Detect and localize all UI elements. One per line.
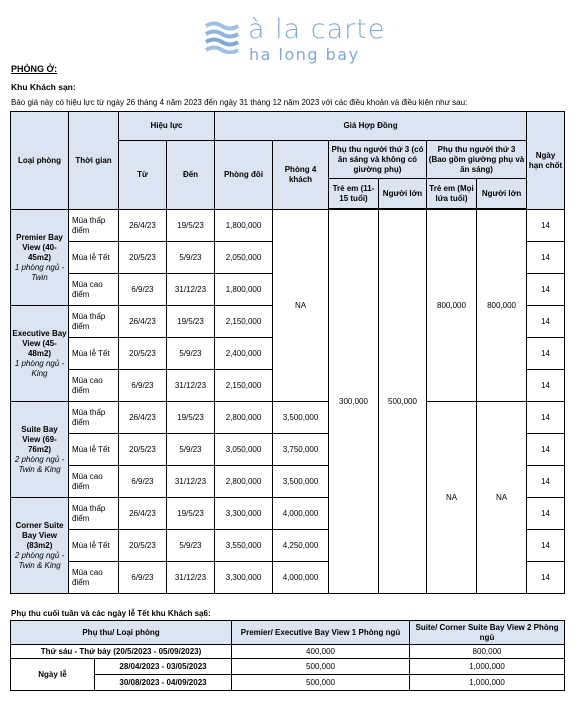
- header-child: Trẻ em (11-15 tuổi): [329, 179, 379, 209]
- bed-adult-price-cell: 800,000: [477, 210, 527, 402]
- to-cell: 31/12/23: [167, 466, 215, 498]
- holiday-dates: 30/08/2023 - 04/09/2023: [95, 675, 232, 691]
- double-cell: 2,800,000: [215, 466, 273, 498]
- double-cell: 2,400,000: [215, 338, 273, 370]
- season-cell: Mùa cao điểm: [69, 562, 119, 594]
- double-cell: 3,050,000: [215, 434, 273, 466]
- holiday-dates: 28/04/2023 - 03/05/2023: [95, 659, 232, 675]
- holiday-v1: 500,000: [232, 675, 410, 691]
- child-price-cell: 300,000: [329, 210, 379, 594]
- header-validity: Hiệu lực: [119, 112, 215, 141]
- to-cell: 5/9/23: [167, 434, 215, 466]
- header-period: Thời gian: [69, 112, 119, 210]
- to-cell: 31/12/23: [167, 370, 215, 402]
- holiday-v1: 500,000: [232, 659, 410, 675]
- double-cell: 2,800,000: [215, 402, 273, 434]
- room4-cell: 3,750,000: [273, 434, 329, 466]
- adult-price-cell: 500,000: [379, 210, 427, 594]
- cutoff-cell: 14: [527, 210, 565, 242]
- logo-line2: ha long bay: [249, 45, 360, 64]
- season-cell: Mùa thấp điểm: [69, 306, 119, 338]
- surcharge-table: [10, 620, 565, 691]
- double-cell: 3,300,000: [215, 562, 273, 594]
- season-cell: Mùa cao điểm: [69, 370, 119, 402]
- header-from: Từ: [119, 141, 167, 210]
- logo-line1: à la carte: [248, 14, 386, 45]
- cutoff-cell: 14: [527, 530, 565, 562]
- from-cell: 26/4/23: [119, 402, 167, 434]
- header-double-room: Phòng đôi: [215, 141, 273, 210]
- room-group-premier: [11, 210, 69, 306]
- header-third-with-bed: Phụ thu người thứ 3 (Bao gồm giường phụ và ăn sáng): [427, 141, 527, 179]
- surcharge-col1: Phụ thu/ Loại phòng: [11, 621, 232, 645]
- from-cell: 6/9/23: [119, 562, 167, 594]
- header-contract-price: Giá Hợp Đồng: [215, 112, 527, 141]
- room4-cell: 3,500,000: [273, 466, 329, 498]
- waves-icon: [204, 20, 240, 54]
- holiday-v2: 1,000,000: [410, 659, 565, 675]
- double-cell: 1,800,000: [215, 210, 273, 242]
- room-name: Suite Bay View (69-76m2): [21, 424, 58, 454]
- cutoff-cell: 14: [527, 562, 565, 594]
- cutoff-cell: 14: [527, 370, 565, 402]
- to-cell: 31/12/23: [167, 562, 215, 594]
- season-cell: Mùa lễ Tết: [69, 242, 119, 274]
- from-cell: 26/4/23: [119, 498, 167, 530]
- season-cell: Mùa cao điểm: [69, 466, 119, 498]
- from-cell: 20/5/23: [119, 338, 167, 370]
- cutoff-cell: 14: [527, 466, 565, 498]
- header-cutoff: Ngày hạn chốt: [527, 112, 565, 210]
- room-note: 1 phòng ngủ - King: [14, 358, 65, 378]
- weekend-v2: 800,000: [410, 645, 565, 659]
- room-group-suite: [11, 402, 69, 498]
- surcharge-title: Phụ thu cuối tuần và các ngày lễ Tết khu Khách sạ6:: [11, 609, 211, 618]
- double-cell: 2,050,000: [215, 242, 273, 274]
- season-cell: Mùa cao điểm: [69, 274, 119, 306]
- to-cell: 19/5/23: [167, 210, 215, 242]
- cutoff-cell: 14: [527, 402, 565, 434]
- room-note: 2 phòng ngủ - Twin & King: [14, 550, 65, 570]
- to-cell: 5/9/23: [167, 338, 215, 370]
- from-cell: 20/5/23: [119, 242, 167, 274]
- header-to: Đến: [167, 141, 215, 210]
- double-cell: 1,800,000: [215, 274, 273, 306]
- cutoff-cell: 14: [527, 306, 565, 338]
- holiday-v2: 1,000,000: [410, 675, 565, 691]
- cutoff-cell: 14: [527, 274, 565, 306]
- bed-child-na-cell: NA: [427, 402, 477, 594]
- holiday-label: Ngày lễ: [11, 659, 95, 691]
- subsection-title: Khu Khách sạn:: [11, 82, 76, 92]
- double-cell: 3,550,000: [215, 530, 273, 562]
- from-cell: 20/5/23: [119, 530, 167, 562]
- cutoff-cell: 14: [527, 498, 565, 530]
- room-note: 1 phòng ngủ - Twin: [14, 262, 65, 282]
- cutoff-cell: 14: [527, 434, 565, 466]
- validity-note: Bảo giá này có hiệu lực từ ngày 26 tháng 4 năm 2023 đến ngày 31 tháng 12 năm 2023 với các điều khoản và điều kiện như sau:: [11, 98, 468, 107]
- room4-cell: 4,250,000: [273, 530, 329, 562]
- header-room-type: Loại phòng: [11, 112, 69, 210]
- section-title: PHÒNG Ở:: [11, 64, 58, 74]
- season-cell: Mùa thấp điểm: [69, 498, 119, 530]
- from-cell: 26/4/23: [119, 306, 167, 338]
- room4-cell: 3,500,000: [273, 402, 329, 434]
- room-name: Premier Bay View (40-45m2): [16, 232, 63, 262]
- header-child-all: Trẻ em (Mọi lứa tuổi): [427, 179, 477, 209]
- cutoff-cell: 14: [527, 242, 565, 274]
- header-third-no-bed: Phụ thu người thứ 3 (có ăn sáng và không có giường phụ): [329, 141, 427, 179]
- header-adult2: Người lớn: [477, 179, 527, 209]
- surcharge-col2: Premier/ Executive Bay View 1 Phòng ngủ: [232, 621, 410, 645]
- room4-cell: 4,000,000: [273, 498, 329, 530]
- to-cell: 5/9/23: [167, 242, 215, 274]
- season-cell: Mùa lễ Tết: [69, 530, 119, 562]
- season-cell: Mùa lễ Tết: [69, 338, 119, 370]
- room4-na-cell: NA: [273, 210, 329, 402]
- cutoff-cell: 14: [527, 338, 565, 370]
- header-adult: Người lớn: [379, 179, 427, 209]
- room-group-executive: [11, 306, 69, 402]
- room-name: Executive Bay View (45-48m2): [12, 328, 67, 358]
- to-cell: 31/12/23: [167, 274, 215, 306]
- to-cell: 19/5/23: [167, 402, 215, 434]
- weekend-v1: 400,000: [232, 645, 410, 659]
- price-table: [10, 111, 565, 594]
- weekend-label: Thứ sáu - Thứ bảy (20/5/2023 - 05/09/2023): [11, 645, 232, 659]
- room-note: 2 phòng ngủ - Twin & King: [14, 454, 65, 474]
- double-cell: 2,150,000: [215, 370, 273, 402]
- season-cell: Mùa thấp điểm: [69, 210, 119, 242]
- season-cell: Mùa lễ Tết: [69, 434, 119, 466]
- from-cell: 26/4/23: [119, 210, 167, 242]
- from-cell: 6/9/23: [119, 370, 167, 402]
- double-cell: 2,150,000: [215, 306, 273, 338]
- from-cell: 6/9/23: [119, 466, 167, 498]
- to-cell: 19/5/23: [167, 498, 215, 530]
- header-room4: Phòng 4 khách: [273, 141, 329, 210]
- to-cell: 19/5/23: [167, 306, 215, 338]
- surcharge-col3: Suite/ Corner Suite Bay View 2 Phòng ngủ: [410, 621, 565, 645]
- to-cell: 5/9/23: [167, 530, 215, 562]
- room-group-corner-suite: [11, 498, 69, 594]
- from-cell: 20/5/23: [119, 434, 167, 466]
- double-cell: 3,300,000: [215, 498, 273, 530]
- logo: [0, 14, 575, 64]
- from-cell: 6/9/23: [119, 274, 167, 306]
- room4-cell: 4,000,000: [273, 562, 329, 594]
- season-cell: Mùa thấp điểm: [69, 402, 119, 434]
- room-name: Corner Suite Bay View (83m2): [15, 520, 64, 550]
- bed-adult-na-cell: NA: [477, 402, 527, 594]
- bed-child-price-cell: 800,000: [427, 210, 477, 402]
